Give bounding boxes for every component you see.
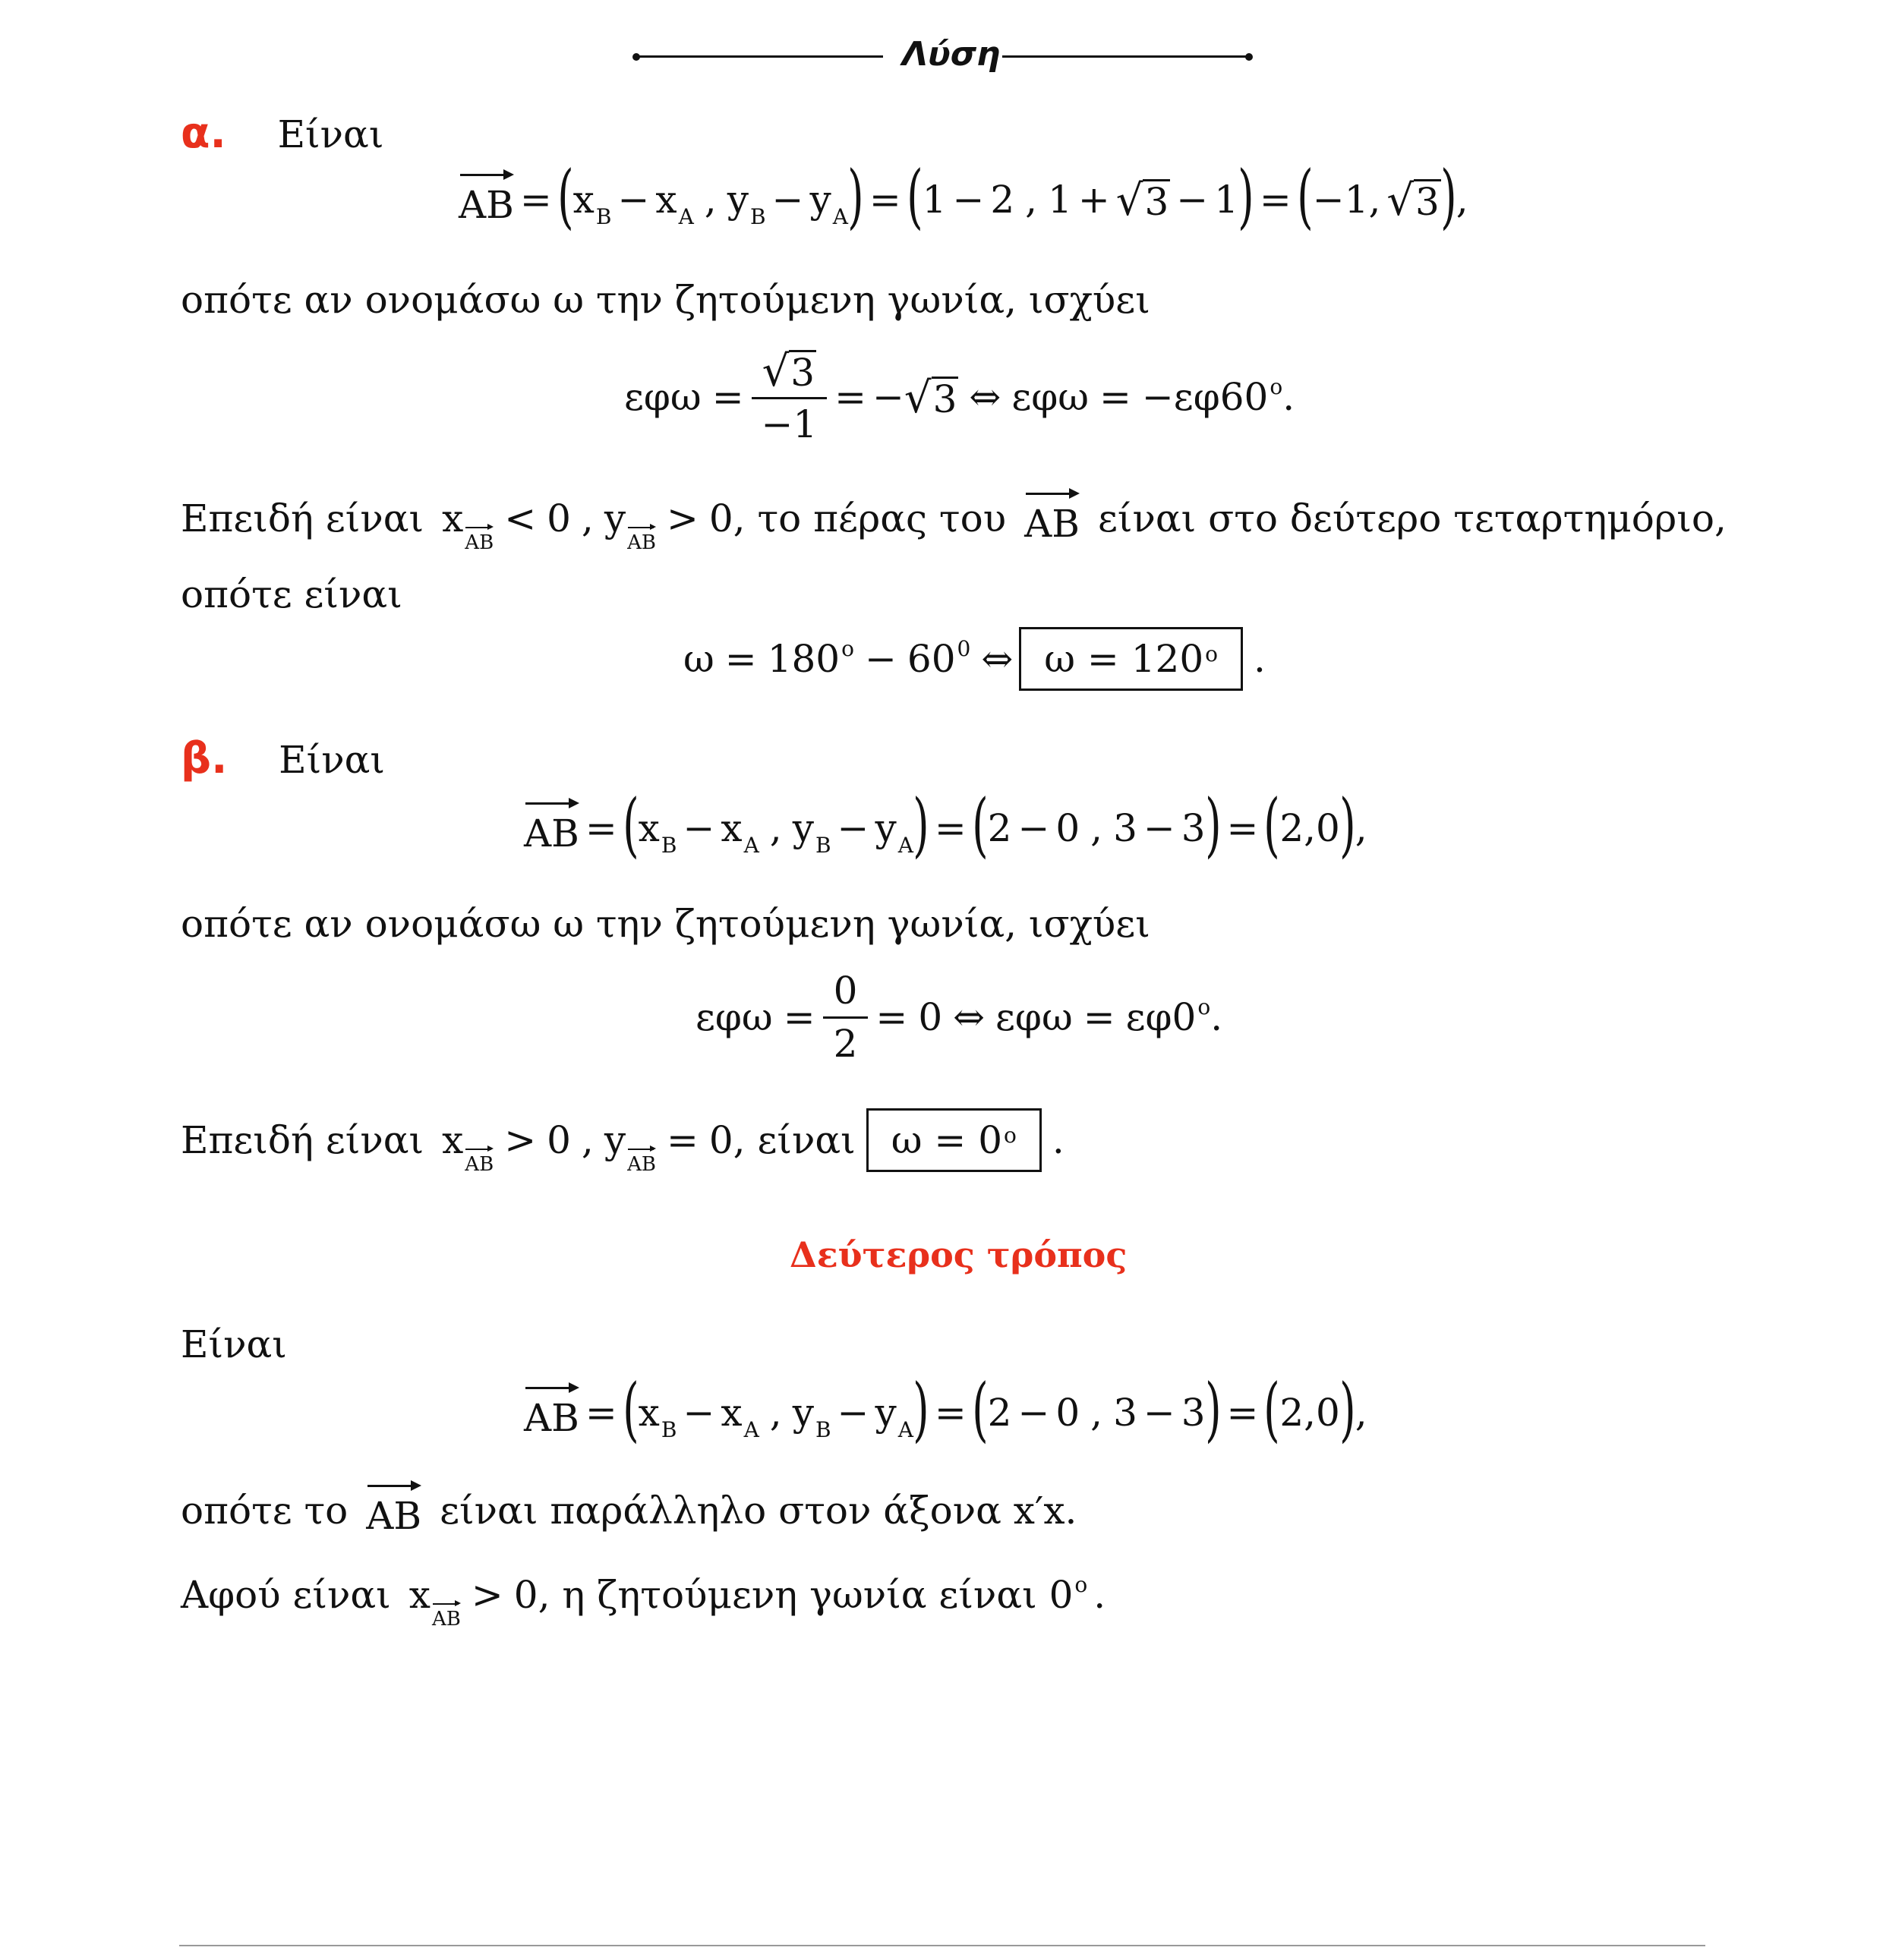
part-b-label: β. [181, 734, 228, 783]
part-b-tan-equation: εφω = $\frac{0}{2}$ = 0 ⇔ εφω = εφ0 o . [695, 968, 1223, 1066]
part-a-vector-equation: AB = ( x B − x A , y B − y A ) = ( 1 − 2 , 1 + √ 3 − 1 ) = ( −1, √ 3 ) , [459, 156, 1468, 237]
second-way-text-2: οπότε το AB είναι παράλληλο στον άξονα x′x. [181, 1480, 1077, 1541]
part-a-text-4: οπότε είναι [181, 572, 402, 616]
solution-title: Λύση [902, 35, 1001, 74]
second-way-text-3: Αφού είναι x AB > 0 , η ζητούμενη γωνία είναι 0 o . [181, 1571, 1106, 1631]
part-a-angle-equation: ω = 180 o − 60 0 ⇔ $\omega = 120^o$ . [683, 624, 1266, 694]
vector-ab-inline: AB [1024, 491, 1080, 546]
part-b-boxed-answer: $\omega = 0^o$ [866, 1108, 1042, 1172]
part-a-intro: Είναι [277, 112, 384, 156]
part-a-text-3: Επειδή είναι x AB < 0 , y AB > 0 , το πέρας του AB είναι στο δεύτερο τεταρτημόριο, [181, 484, 1727, 553]
part-a-boxed-answer: $\omega = 120^o$ [1019, 627, 1243, 691]
footer-rule [179, 1945, 1705, 1946]
second-way-intro: Είναι [181, 1322, 287, 1366]
header-left-rule [636, 55, 883, 58]
part-b-vector-equation: AB = ( x B − x A , y B − y A ) = ( 2 − 0 , 3 − 3 ) = ( 2,0 ) , [524, 784, 1367, 865]
part-b-text-2: οπότε αν ονομάσω ω την ζητούμενη γωνία, ισχύει [181, 902, 1150, 946]
header-right-dot [1245, 53, 1253, 61]
second-way-title: Δεύτερος τρόπος [790, 1234, 1128, 1275]
part-a-text-2: οπότε αν ονομάσω ω την ζητούμενη γωνία, ισχύει [181, 278, 1150, 322]
part-b-heading [181, 734, 386, 783]
vector-ab: AB [459, 172, 514, 227]
part-a-tan-equation: εφω = √ 3 −1 = − √ 3 ⇔ εφω = −εφ60 o . [624, 346, 1295, 446]
part-a-heading [181, 109, 384, 158]
header-right-rule [1002, 55, 1249, 58]
second-way-vector-equation: AB = ( x B − x A , y B − y A ) = ( 2 − 0 , 3 − 3 ) = ( 2,0 ) , [524, 1369, 1367, 1450]
part-b-intro: Είναι [279, 738, 386, 782]
part-a-label: α. [181, 109, 226, 158]
part-b-text-3: Επειδή είναι x AB > 0 , y AB = 0 , είναι $\omega = 0^o$ . [181, 1105, 1065, 1175]
